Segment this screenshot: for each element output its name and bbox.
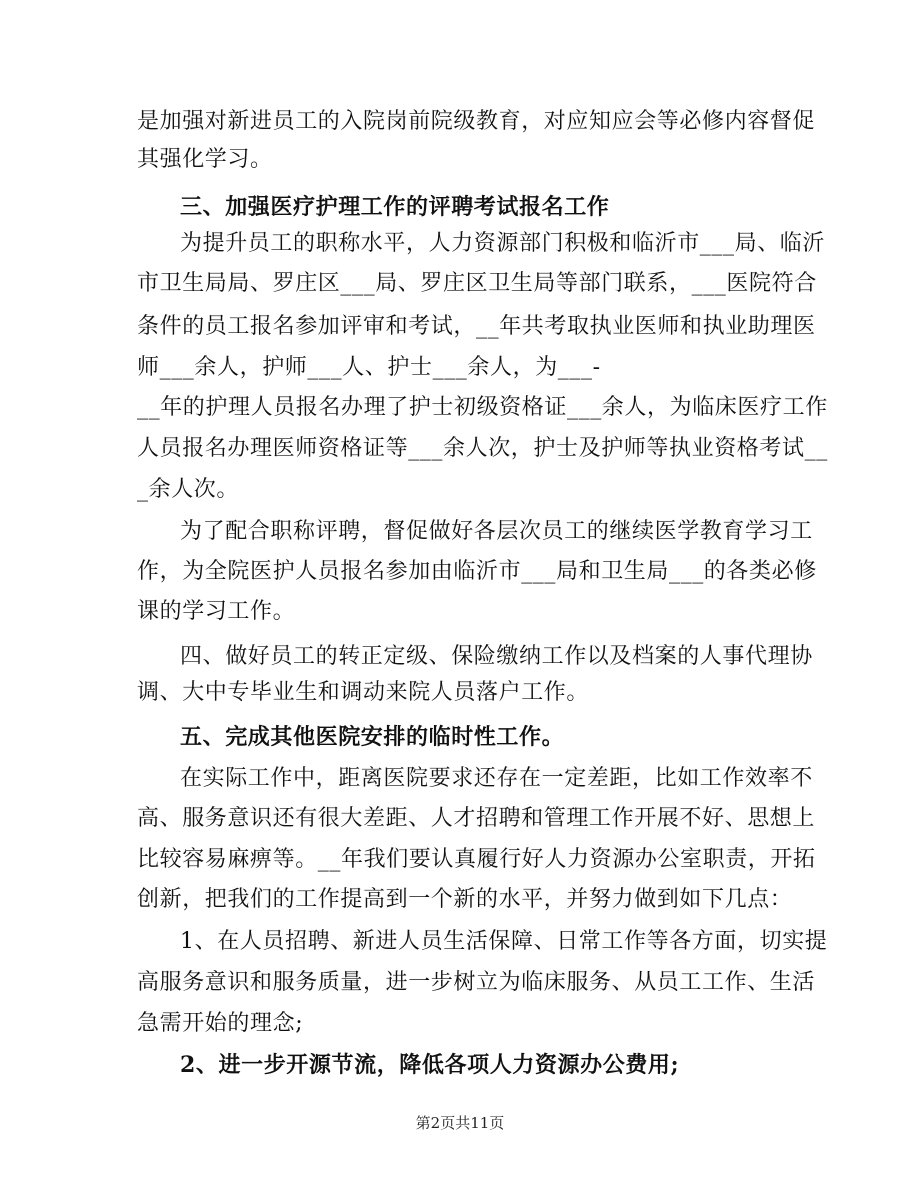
- paragraph-line: 创新，把我们的工作提高到一个新的水平，并努力做到如下几点：: [137, 887, 793, 912]
- paragraph-line: 高、服务意识还有很大差距、人才招聘和管理工作开展不好、思想上: [137, 806, 816, 831]
- list-item-bold: 2、进一步开源节流，降低各项人力资源办公费用;: [180, 1052, 680, 1078]
- paragraph-line: 为了配合职称评聘，督促做好各层次员工的继续医学教育学习工: [180, 519, 813, 544]
- paragraph-line: __年的护理人员报名办理了护士初级资格证___余人，为临床医疗工作: [137, 395, 828, 420]
- paragraph-line: 比较容易麻痹等。__年我们要认真履行好人力资源办公室职责，开拓: [137, 847, 816, 872]
- paragraph-line: 条件的员工报名参加评审和考试，__年共考取执业医师和执业助理医: [137, 314, 816, 339]
- paragraph-line: 为提升员工的职称水平，人力资源部门积极和临沂市___局、临沂: [180, 231, 826, 256]
- paragraph-line: 人员报名办理医师资格证等___余人次，护士及护师等执业资格考试__: [137, 436, 828, 461]
- page-number: 第2页共11页: [415, 1114, 505, 1132]
- section-heading-3: 三、加强医疗护理工作的评聘考试报名工作: [180, 194, 610, 220]
- paragraph-line: _余人次。: [137, 477, 240, 502]
- paragraph-line: 在实际工作中，距离医院要求还存在一定差距，比如工作效率不: [180, 766, 813, 791]
- paragraph-line: 是加强对新进员工的入院岗前院级教育，对应知应会等必修内容督促: [137, 109, 816, 134]
- paragraph-line: 调、大中专毕业生和调动来院人员落户工作。: [137, 680, 590, 705]
- paragraph-line: 作，为全院医护人员报名参加由临沂市___局和卫生局___的各类必修: [137, 559, 817, 584]
- paragraph-line: 其强化学习。: [137, 147, 273, 172]
- paragraph-line: 师___余人，护师___人、护士___余人，为___-: [137, 355, 601, 380]
- list-item-line: 1、在人员招聘、新进人员生活保障、日常工作等各方面，切实提: [180, 929, 828, 954]
- section-heading-5: 五、完成其他医院安排的临时性工作。: [180, 724, 565, 750]
- paragraph-line: 四、做好员工的转正定级、保险缴纳工作以及档案的人事代理协: [180, 644, 813, 669]
- list-item-line: 急需开始的理念;: [137, 1011, 304, 1036]
- paragraph-line: 课的学习工作。: [137, 599, 296, 624]
- list-item-line: 高服务意识和服务质量，进一步树立为临床服务、从员工工作、生活: [137, 970, 816, 995]
- paragraph-line: 市卫生局局、罗庄区___局、罗庄区卫生局等部门联系，___医院符合: [137, 271, 817, 296]
